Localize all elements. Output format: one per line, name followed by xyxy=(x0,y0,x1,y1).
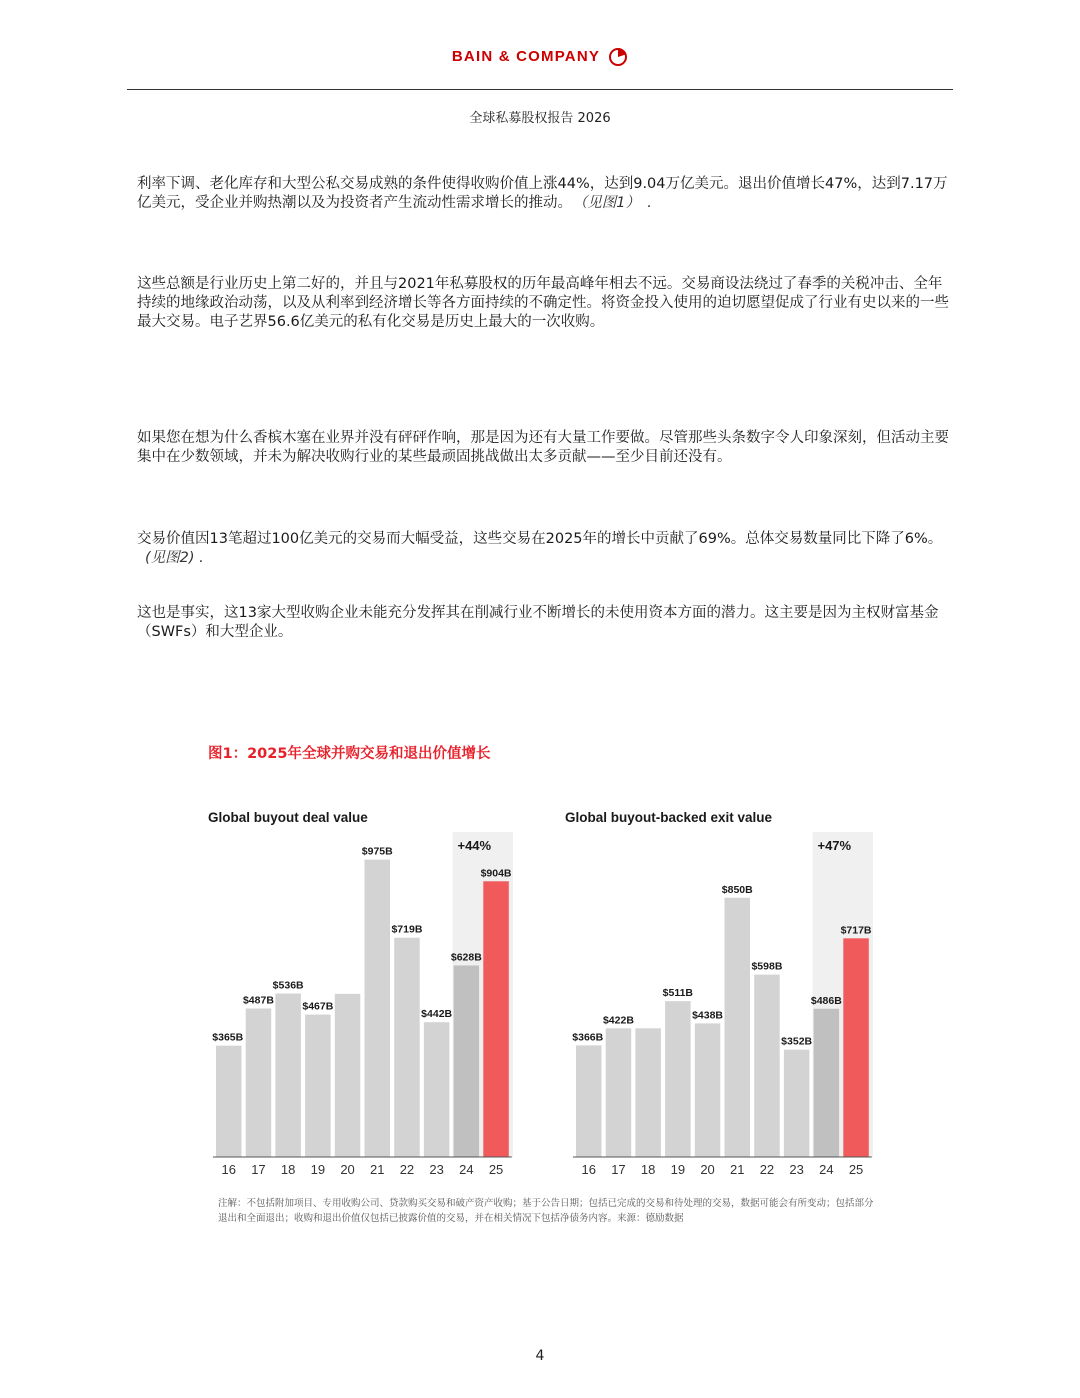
figure-note: 注解：不包括附加项目、专用收购公司、贷款购买交易和破产资产收购；基于公告日期；包括已完成的交易和待处理的交易，数据可能会有所变动；包括部分退出和全面退出；收购和退出价值仅包括已披露价值的交易，并在相关情况下包括净债务内容。来源：德励数据 xyxy=(218,1198,874,1224)
paragraph-text: 如果您在想为什么香槟木塞在业界并没有砰砰作响，那是因为还有大量工作要做。尽管那些头条数字令人印象深刻，但活动主要集中在少数领域，并未为解决收购行业的某些最顽固挑战做出太多贡献——至少目前还没有。 xyxy=(137,430,949,465)
data-label-16: $365B xyxy=(212,1031,244,1044)
growth-percent-label: +44% xyxy=(457,838,492,853)
figure-reference: (见图2) . xyxy=(145,550,204,566)
x-tick-24: 24 xyxy=(459,1162,474,1177)
bar-23 xyxy=(424,1022,450,1157)
x-tick-17: 17 xyxy=(251,1162,266,1177)
report-title: 全球私募股权报告 2026 xyxy=(469,111,611,126)
data-label-23: $442B xyxy=(421,1008,453,1021)
x-tick-17: 17 xyxy=(611,1162,626,1177)
bar-21 xyxy=(725,898,751,1157)
data-label-23: $352B xyxy=(781,1035,813,1048)
figure-title: 图1：2025年全球并购交易和退出价值增长 xyxy=(208,746,491,762)
data-label-20: $438B xyxy=(692,1009,724,1022)
chart-title-exit-value: Global buyout-backed exit value xyxy=(565,810,773,825)
bar-18 xyxy=(275,994,301,1157)
x-tick-16: 16 xyxy=(221,1162,236,1177)
paragraph-4 xyxy=(137,530,952,568)
bar-22 xyxy=(394,938,420,1157)
data-label-25: $904B xyxy=(480,867,512,880)
data-label-22: $719B xyxy=(391,923,423,936)
x-tick-22: 22 xyxy=(759,1162,775,1177)
data-label-19: $511B xyxy=(662,987,694,1000)
x-tick-20: 20 xyxy=(700,1162,715,1177)
paragraph-text: 交易价值因13笔超过100亿美元的交易而大幅受益，这些交易在2025年的增长中贡献了69%。总体交易数量同比下降了6%。 xyxy=(137,531,943,547)
bar-20 xyxy=(335,994,361,1157)
x-tick-22: 22 xyxy=(399,1162,415,1177)
x-tick-20: 20 xyxy=(340,1162,355,1177)
exit-value-bar-chart xyxy=(560,826,890,1182)
page-header xyxy=(0,46,1080,67)
bar-19 xyxy=(305,1015,331,1157)
paragraph-3 xyxy=(137,429,952,467)
bar-19 xyxy=(665,1001,691,1157)
data-label-22: $598B xyxy=(751,960,783,973)
paragraph-1 xyxy=(137,175,952,213)
bar-17 xyxy=(246,1008,272,1157)
bar-20 xyxy=(695,1023,721,1157)
x-tick-23: 23 xyxy=(429,1162,444,1177)
bar-23 xyxy=(784,1050,810,1157)
x-tick-18: 18 xyxy=(640,1162,656,1177)
paragraph-5 xyxy=(137,604,952,642)
data-label-17: $487B xyxy=(242,994,274,1007)
bar-16 xyxy=(216,1046,242,1157)
data-label-25: $717B xyxy=(840,924,872,937)
x-tick-25: 25 xyxy=(848,1162,864,1177)
data-label-18: $536B xyxy=(272,979,304,992)
chart-title-deal-value: Global buyout deal value xyxy=(208,810,368,825)
bar-18 xyxy=(635,1028,661,1157)
bar-21 xyxy=(365,860,391,1157)
bar-25 xyxy=(843,938,869,1157)
paragraph-text: 这些总额是行业历史上第二好的，并且与2021年私募股权的历年最高峰年相去不远。交易商设法绕过了春季的关税冲击、全年持续的地缘政治动荡，以及从利率到经济增长等各方面持续的不确定性。将资金投入使用的迫切愿望促成了行业有史以来的一些最大交易。电子艺界56.6亿美元的私有化交易是历史上最大的一次收购。 xyxy=(137,276,949,330)
x-tick-16: 16 xyxy=(581,1162,596,1177)
x-tick-24: 24 xyxy=(819,1162,834,1177)
deal-value-bar-chart xyxy=(200,826,530,1182)
bar-24 xyxy=(814,1009,840,1157)
paragraph-text: 这也是事实，这13家大型收购企业未能充分发挥其在削减行业不断增长的未使用资本方面的潜力。这主要是因为主权财富基金（SWFs）和大型企业。 xyxy=(137,605,939,640)
brand-logo xyxy=(452,47,628,67)
bar-17 xyxy=(606,1028,632,1157)
x-tick-21: 21 xyxy=(730,1162,745,1177)
bar-25 xyxy=(483,881,509,1157)
x-tick-18: 18 xyxy=(280,1162,296,1177)
x-tick-19: 19 xyxy=(670,1162,686,1177)
x-tick-19: 19 xyxy=(310,1162,326,1177)
paragraph-2 xyxy=(137,275,952,332)
data-label-16: $366B xyxy=(572,1031,604,1044)
bar-24 xyxy=(454,965,480,1157)
data-label-19: $467B xyxy=(302,1000,334,1013)
brand-name: BAIN & COMPANY xyxy=(451,48,601,65)
page-number: 4 xyxy=(535,1348,545,1364)
growth-percent-label: +47% xyxy=(817,838,852,853)
compass-icon xyxy=(608,47,628,67)
header-divider xyxy=(127,89,953,90)
bar-16 xyxy=(576,1045,602,1157)
data-label-21: $975B xyxy=(361,845,393,858)
figure-reference: （见图1） . xyxy=(580,195,652,211)
data-label-17: $422B xyxy=(602,1014,634,1027)
bar-22 xyxy=(754,975,780,1157)
x-tick-25: 25 xyxy=(488,1162,504,1177)
paragraph-text: 利率下调、老化库存和大型公私交易成熟的条件使得收购价值上涨44%，达到9.04万亿美元。退出价值增长47%，达到7.17万亿美元，受企业并购热潮以及为投资者产生流动性需求增长的推动。 xyxy=(137,176,948,211)
data-label-21: $850B xyxy=(721,883,753,896)
x-tick-21: 21 xyxy=(370,1162,385,1177)
data-label-24: $486B xyxy=(810,994,842,1007)
x-tick-23: 23 xyxy=(789,1162,804,1177)
data-label-24: $628B xyxy=(450,951,482,964)
